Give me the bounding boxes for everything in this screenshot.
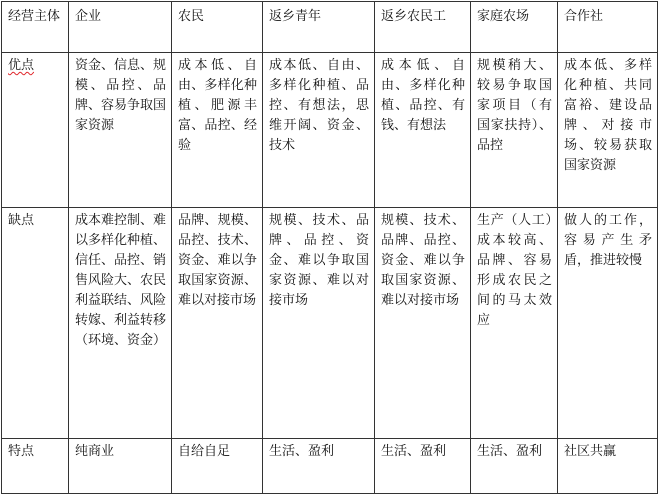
cell-returning-migrant-worker-advantages: 成本低、自由、多样化种植、品控、有钱、有想法 bbox=[375, 53, 471, 208]
header-cell-returning-youth: 返乡青年 bbox=[263, 2, 375, 53]
disadvantages-row bbox=[2, 208, 658, 439]
cell-family-farm-disadvantages: 生产（人工）成本较高、品牌、容易形成农民之间的马太效应 bbox=[471, 208, 558, 439]
cell-farmer-disadvantages: 品牌、规模、品控、技术、资金、难以争取国家资源、难以对接市场 bbox=[172, 208, 263, 439]
header-cell-family-farm: 家庭农场 bbox=[471, 2, 558, 53]
row-label-text: 优点 bbox=[8, 58, 35, 73]
row-label-characteristics: 特点 bbox=[2, 439, 69, 494]
cell-cooperative-disadvantages: 做人的工作，容易产生矛盾，推进较慢 bbox=[558, 208, 658, 439]
header-cell-returning-migrant-worker: 返乡农民工 bbox=[375, 2, 471, 53]
cell-farmer-characteristics: 自给自足 bbox=[172, 439, 263, 494]
comparison-table bbox=[1, 1, 658, 494]
cell-enterprise-disadvantages: 成本难控制、难以多样化种植、信任、品控、销售风险大、农民利益联结、风险转嫁、利益转移（环境、资金） bbox=[69, 208, 172, 439]
cell-cooperative-advantages: 成本低、多样化种植、共同富裕、建设品牌、对接市场、较易获取国家资源 bbox=[558, 53, 658, 208]
cell-family-farm-advantages: 规模稍大、较易争取国家项目（有国家扶持）、品控 bbox=[471, 53, 558, 208]
header-cell-enterprise: 企业 bbox=[69, 2, 172, 53]
cell-returning-youth-characteristics: 生活、盈利 bbox=[263, 439, 375, 494]
cell-returning-youth-disadvantages: 规模、技术、品牌、品控、资金、难以争取国家资源、难以对接市场 bbox=[263, 208, 375, 439]
cell-returning-youth-advantages: 成本低、自由、多样化种植、品控、有想法，思维开阔、资金、技术 bbox=[263, 53, 375, 208]
row-label-disadvantages: 缺点 bbox=[2, 208, 69, 439]
cell-returning-migrant-worker-characteristics: 生活、盈利 bbox=[375, 439, 471, 494]
header-cell-operating-entity: 经营主体 bbox=[2, 2, 69, 53]
cell-enterprise-advantages: 资金、信息、规模、品控、品牌、容易争取国家资源 bbox=[69, 53, 172, 208]
header-cell-cooperative: 合作社 bbox=[558, 2, 658, 53]
cell-returning-migrant-worker-disadvantages: 规模、技术、品牌、品控、资金、难以争取国家资源、难以对接市场 bbox=[375, 208, 471, 439]
cell-family-farm-characteristics: 生活、盈利 bbox=[471, 439, 558, 494]
cell-farmer-advantages: 成本低、自由、多样化种植、肥源丰富、品控、经验 bbox=[172, 53, 263, 208]
cell-cooperative-characteristics: 社区共赢 bbox=[558, 439, 658, 494]
header-cell-farmer: 农民 bbox=[172, 2, 263, 53]
characteristics-row bbox=[2, 439, 658, 494]
advantages-row bbox=[2, 53, 658, 208]
row-label-advantages bbox=[2, 53, 69, 208]
cell-enterprise-characteristics: 纯商业 bbox=[69, 439, 172, 494]
header-row bbox=[2, 2, 658, 53]
